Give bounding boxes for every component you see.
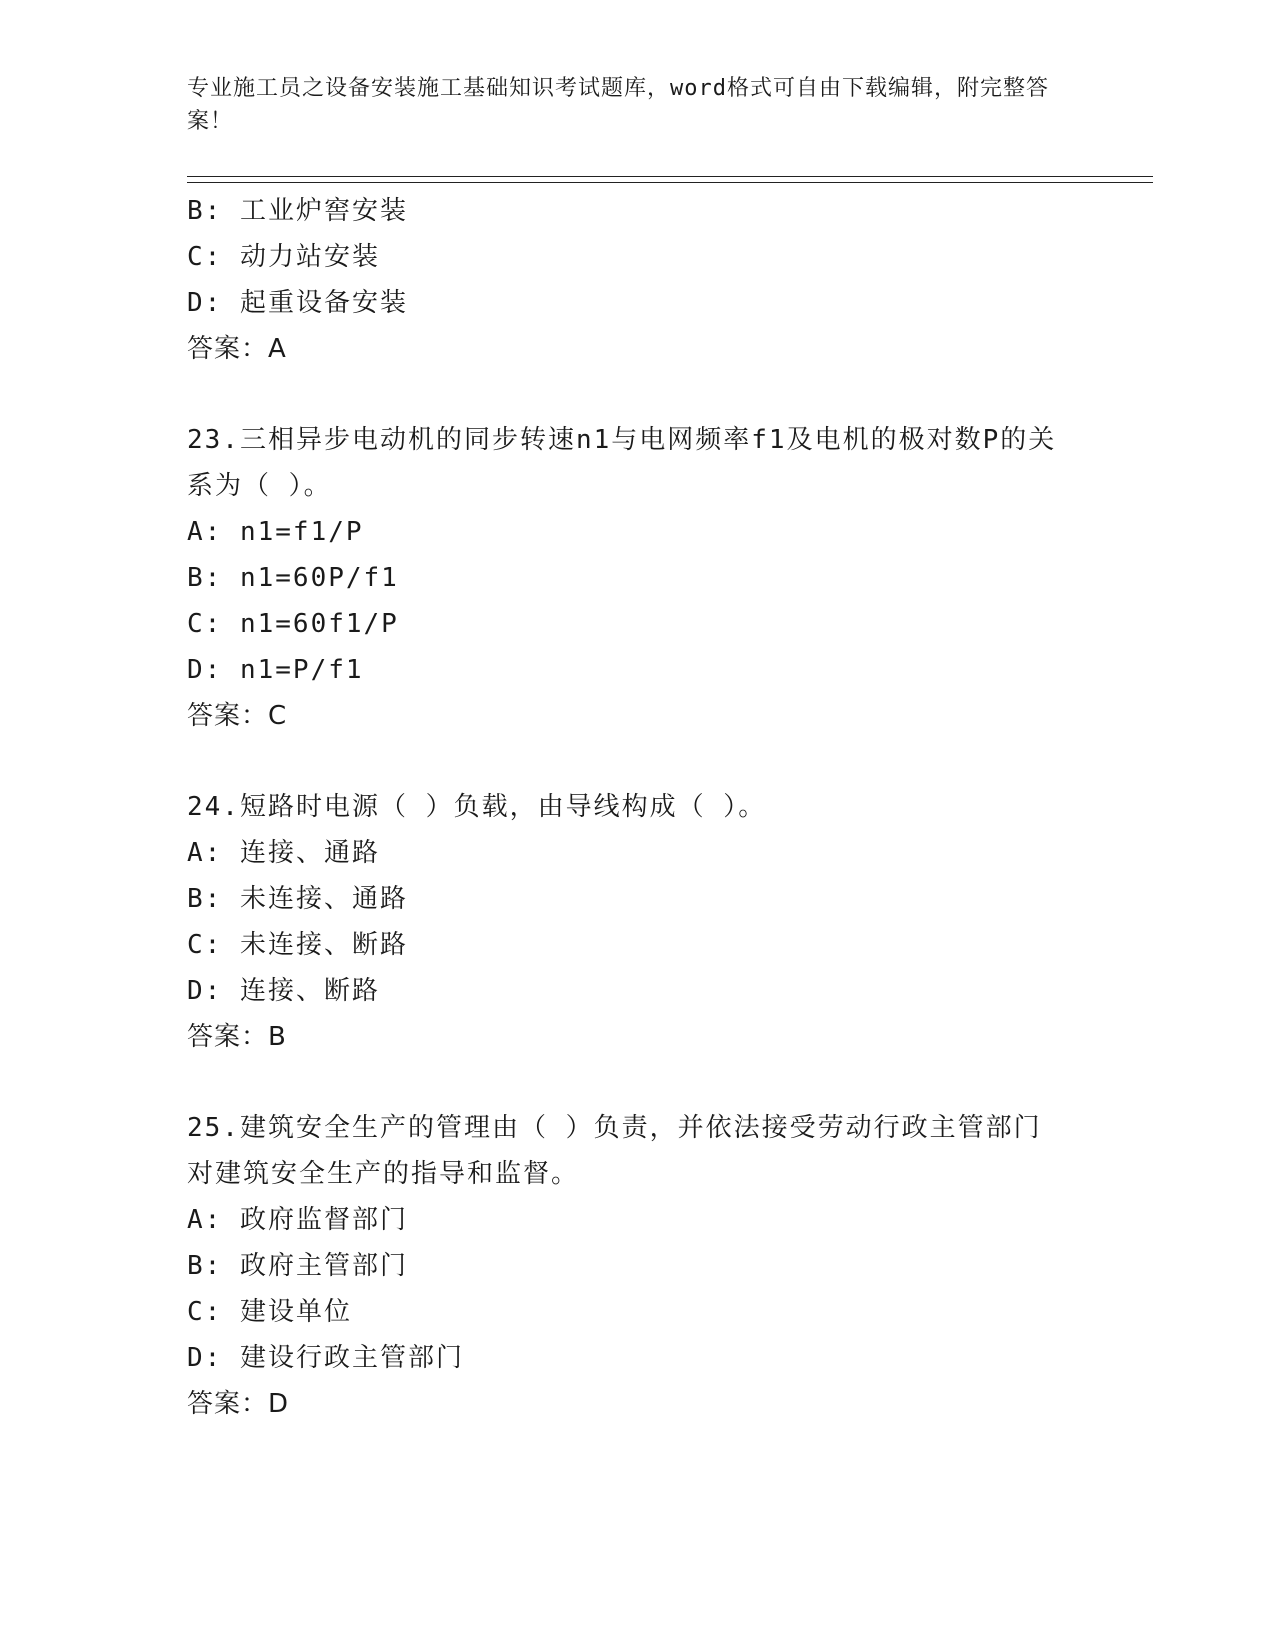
question-23 xyxy=(187,417,1087,739)
option-d: D: 连接、断路 xyxy=(187,976,380,1006)
question-24 xyxy=(187,784,1087,1060)
option-c: C: n1=60f1/P xyxy=(187,609,399,639)
answer-line: 答案：C xyxy=(187,701,288,731)
question-list xyxy=(187,188,1087,1427)
question-text: 25.建筑安全生产的管理由（ ）负责，并依法接受劳动行政主管部门对建筑安全生产的指导和监督。 xyxy=(187,1113,1042,1189)
option-b: B: 工业炉窖安装 xyxy=(187,196,408,226)
option-c: C: 未连接、断路 xyxy=(187,930,408,960)
option-a: A: 政府监督部门 xyxy=(187,1205,408,1235)
answer-line: 答案：D xyxy=(187,1389,290,1419)
option-b: B: 政府主管部门 xyxy=(187,1251,408,1281)
answer-line: 答案：B xyxy=(187,1022,287,1052)
option-c: C: 动力站安装 xyxy=(187,242,380,272)
question-22-continuation xyxy=(187,188,1087,372)
option-c: C: 建设单位 xyxy=(187,1297,352,1327)
question-text: 24.短路时电源（ ）负载，由导线构成（ ）。 xyxy=(187,792,767,822)
page-header-title: 专业施工员之设备安装施工基础知识考试题库，word格式可自由下载编辑，附完整答案！ xyxy=(187,76,1049,134)
question-25 xyxy=(187,1105,1087,1427)
option-b: B: n1=60P/f1 xyxy=(187,563,399,593)
option-a: A: 连接、通路 xyxy=(187,838,380,868)
option-b: B: 未连接、通路 xyxy=(187,884,408,914)
question-text: 23.三相异步电动机的同步转速n1与电网频率f1及电机的极对数P的关系为（ ）。 xyxy=(187,425,1057,501)
answer-line: 答案：A xyxy=(187,334,287,364)
option-d: D: 建设行政主管部门 xyxy=(187,1343,464,1373)
option-d: D: 起重设备安装 xyxy=(187,288,408,318)
option-d: D: n1=P/f1 xyxy=(187,655,364,685)
header-rule-bottom xyxy=(187,182,1153,183)
option-a: A: n1=f1/P xyxy=(187,517,364,547)
header-rule-top xyxy=(187,176,1153,177)
